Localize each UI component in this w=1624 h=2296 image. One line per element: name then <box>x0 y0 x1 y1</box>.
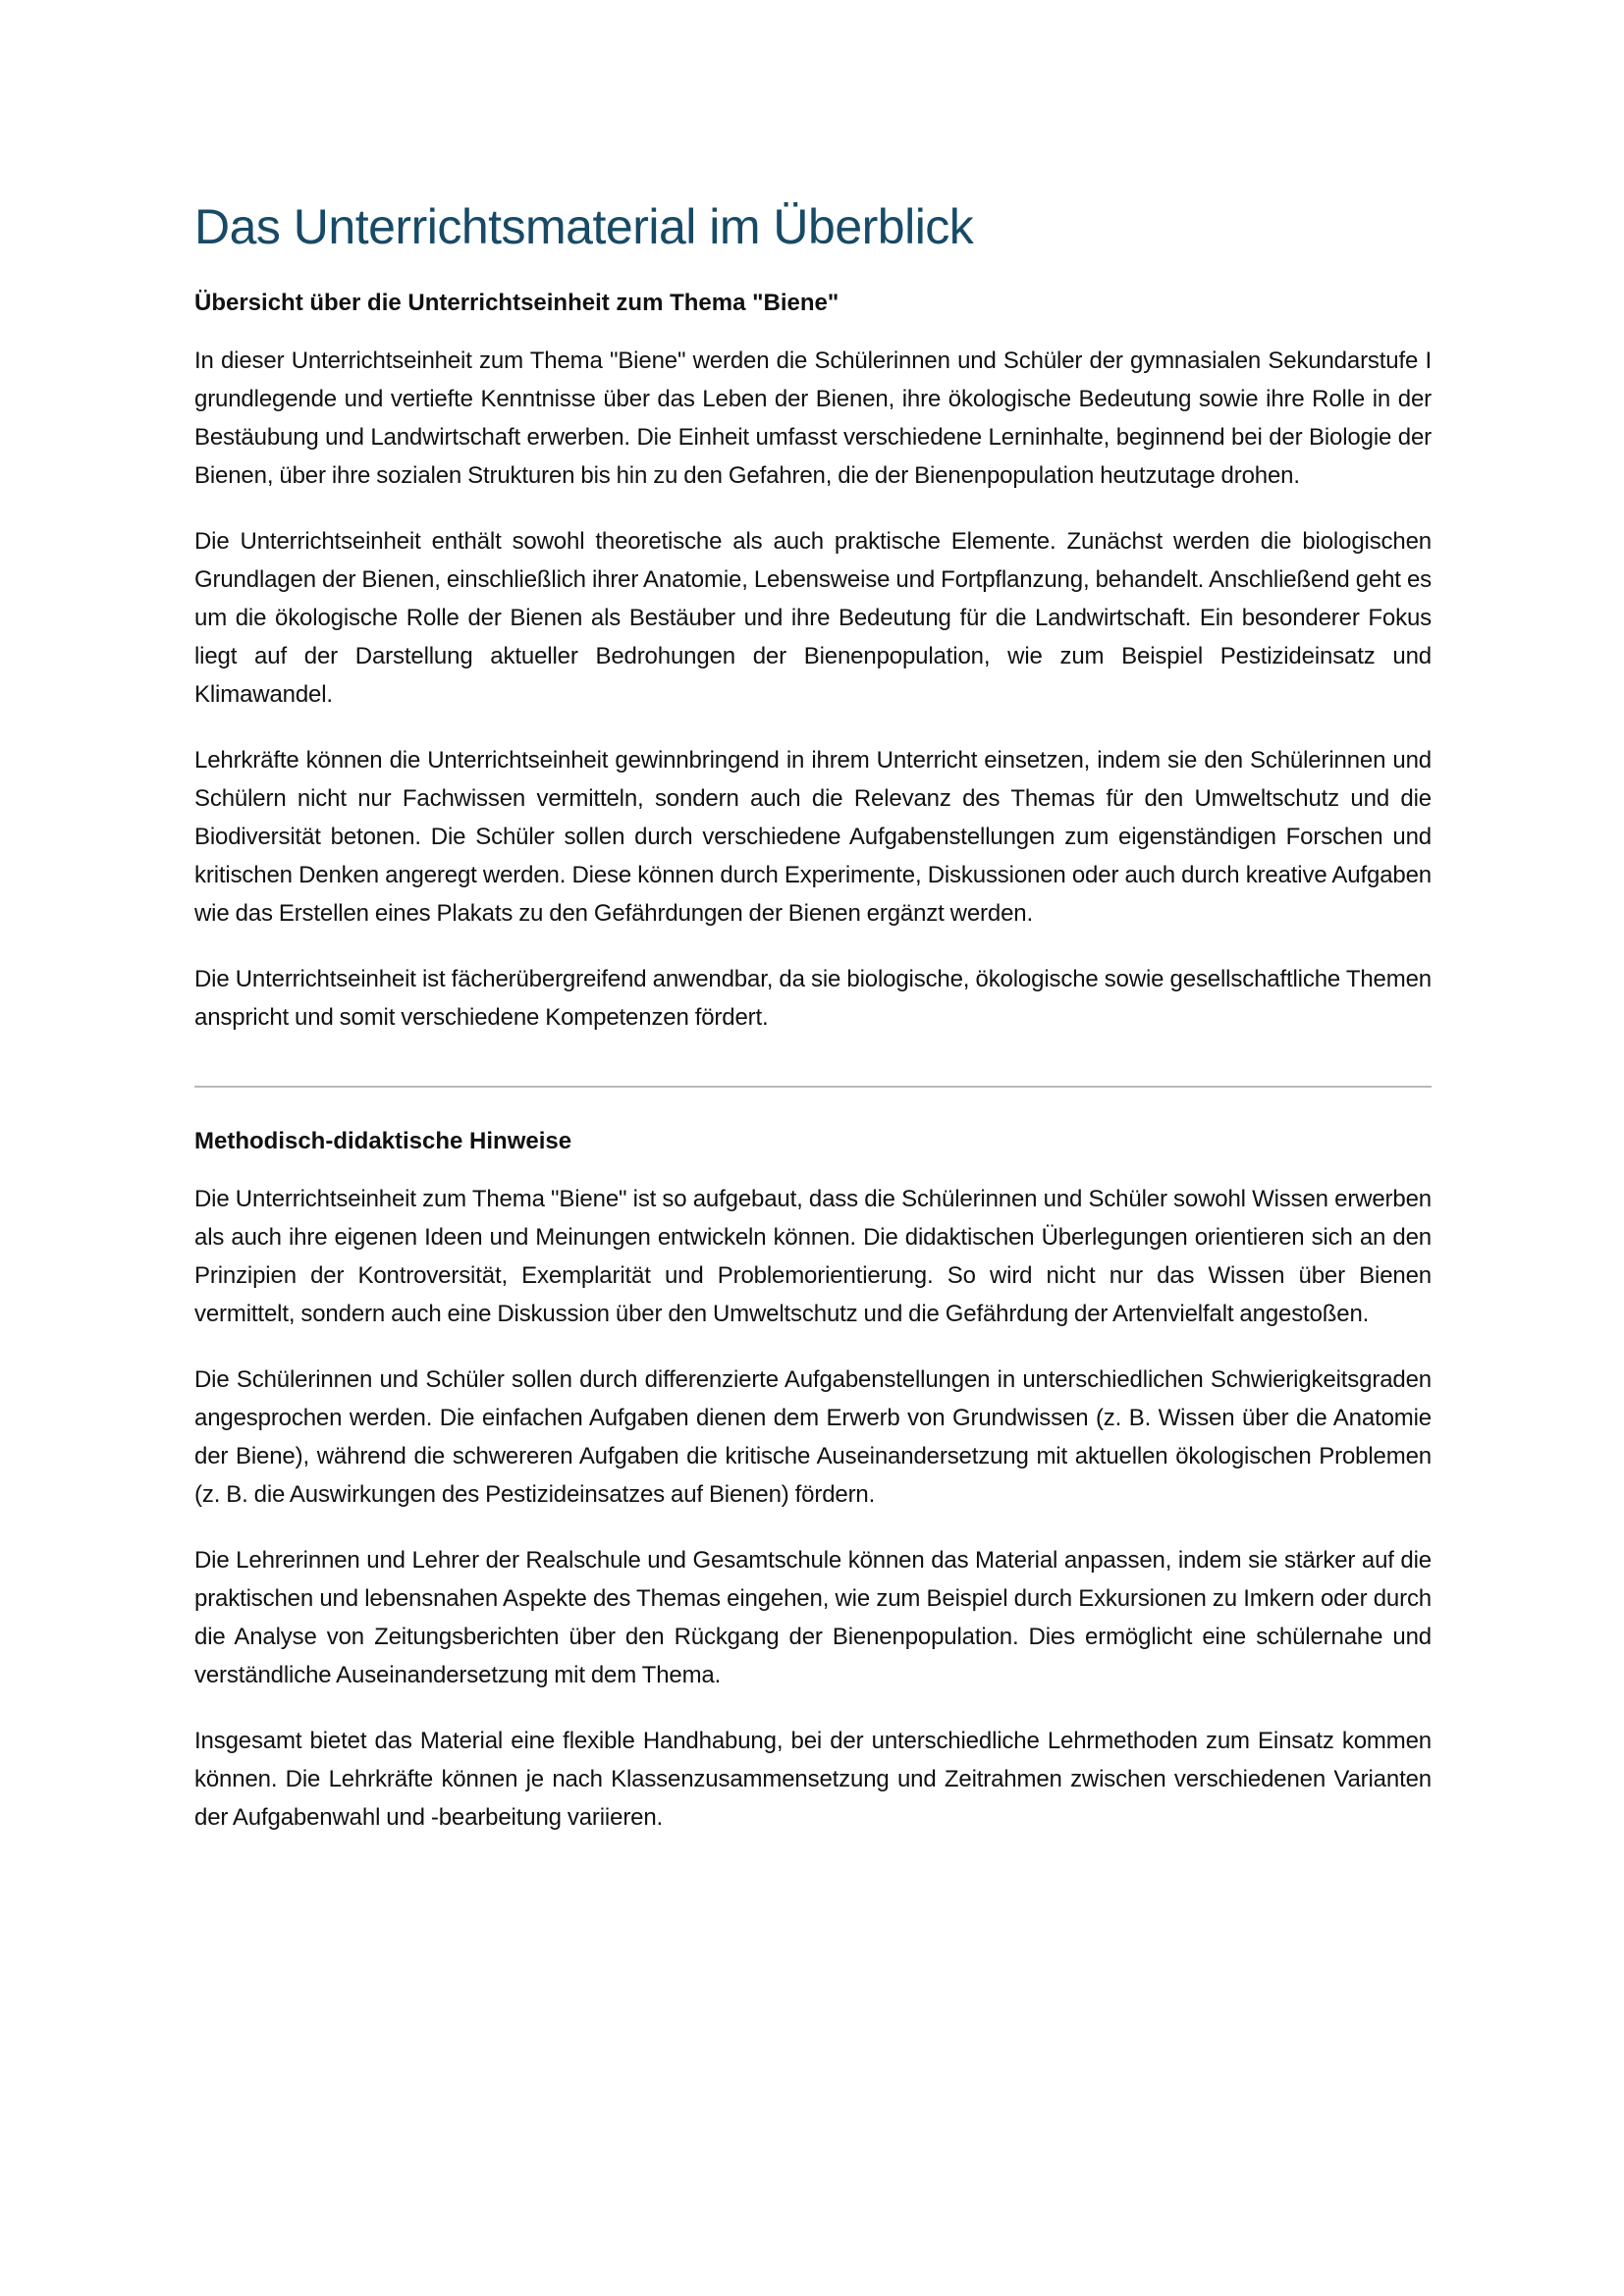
paragraph: Die Unterrichtseinheit enthält sowohl theoretische als auch praktische Elemente. Zunächst werden die biologischen Grundlagen der Bienen, einschließlich ihrer Anatomie, Lebensweise und Fortpflanzung, behandelt. Anschließend geht es um die ökologische Rolle der Bienen als Bestäuber und ihre Bedeutung für die Landwirtschaft. Ein besonderer Fokus liegt auf der Darstellung aktueller Bedrohungen der Bienenpopulation, wie zum Beispiel Pestizideinsatz und Klimawandel. <box>194 528 1432 708</box>
paragraph: Insgesamt bietet das Material eine flexible Handhabung, bei der unterschiedliche Lehrmethoden zum Einsatz kommen können. Die Lehrkräfte können je nach Klassenzusammensetzung und Zeitrahmen zwischen verschiedenen Varianten der Aufgabenwahl und -bearbeitung variieren. <box>194 1728 1432 1831</box>
section-heading-didactic-notes: Methodisch-didaktische Hinweise <box>194 1128 572 1154</box>
page-title: Das Unterrichtsmaterial im Überblick <box>194 199 974 254</box>
section-divider <box>194 1086 1432 1088</box>
paragraph: Die Unterrichtseinheit zum Thema "Biene" ist so aufgebaut, dass die Schülerinnen und Schüler sowohl Wissen erwerben als auch ihre eigenen Ideen und Meinungen entwickeln können. Die didaktischen Überlegungen orientieren sich an den Prinzipien der Kontroversität, Exemplarität und Problemorientierung. So wird nicht nur das Wissen über Bienen vermittelt, sondern auch eine Diskussion über den Umweltschutz und die Gefährdung der Artenvielfalt angestoßen. <box>194 1186 1432 1327</box>
document-page <box>194 192 1432 1864</box>
section-didactic-notes <box>194 1127 1432 1837</box>
paragraph: Die Lehrerinnen und Lehrer der Realschule und Gesamtschule können das Material anpassen, indem sie stärker auf die praktischen und lebensnahen Aspekte des Themas eingehen, wie zum Beispiel durch Exkursionen zu Imkern oder durch die Analyse von Zeitungsberichten über den Rückgang der Bienenpopulation. Dies ermöglicht eine schülernahe und verständliche Auseinandersetzung mit dem Thema. <box>194 1547 1432 1688</box>
section-heading-overview: Übersicht über die Unterrichtseinheit zum Thema "Biene" <box>194 290 839 316</box>
paragraph: Die Schülerinnen und Schüler sollen durch differenzierte Aufgabenstellungen in unterschiedlichen Schwierigkeitsgraden angesprochen werden. Die einfachen Aufgaben dienen dem Erwerb von Grundwissen (z. B. Wissen über die Anatomie der Biene), während die schwereren Aufgaben die kritische Auseinandersetzung mit aktuellen ökologischen Problemen (z. B. die Auswirkungen des Pestizideinsatzes auf Bienen) fördern. <box>194 1366 1432 1508</box>
section-overview <box>194 289 1432 1037</box>
paragraph: In dieser Unterrichtseinheit zum Thema "Biene" werden die Schülerinnen und Schüler der gymnasialen Sekundarstufe I grundlegende und vertiefte Kenntnisse über das Leben der Bienen, ihre ökologische Bedeutung sowie ihre Rolle in der Bestäubung und Landwirtschaft erwerben. Die Einheit umfasst verschiedene Lerninhalte, beginnend bei der Biologie der Bienen, über ihre sozialen Strukturen bis hin zu den Gefahren, die der Bienenpopulation heutzutage drohen. <box>194 347 1432 489</box>
paragraph: Lehrkräfte können die Unterrichtseinheit gewinnbringend in ihrem Unterricht einsetzen, indem sie den Schülerinnen und Schülern nicht nur Fachwissen vermitteln, sondern auch die Relevanz des Themas für den Umweltschutz und die Biodiversität betonen. Die Schüler sollen durch verschiedene Aufgabenstellungen zum eigenständigen Forschen und kritischen Denken angeregt werden. Diese können durch Experimente, Diskussionen oder auch durch kreative Aufgaben wie das Erstellen eines Plakats zu den Gefährdungen der Bienen ergänzt werden. <box>194 747 1432 927</box>
paragraph: Die Unterrichtseinheit ist fächerübergreifend anwendbar, da sie biologische, ökologische sowie gesellschaftliche Themen anspricht und somit verschiedene Kompetenzen fördert. <box>194 966 1432 1031</box>
